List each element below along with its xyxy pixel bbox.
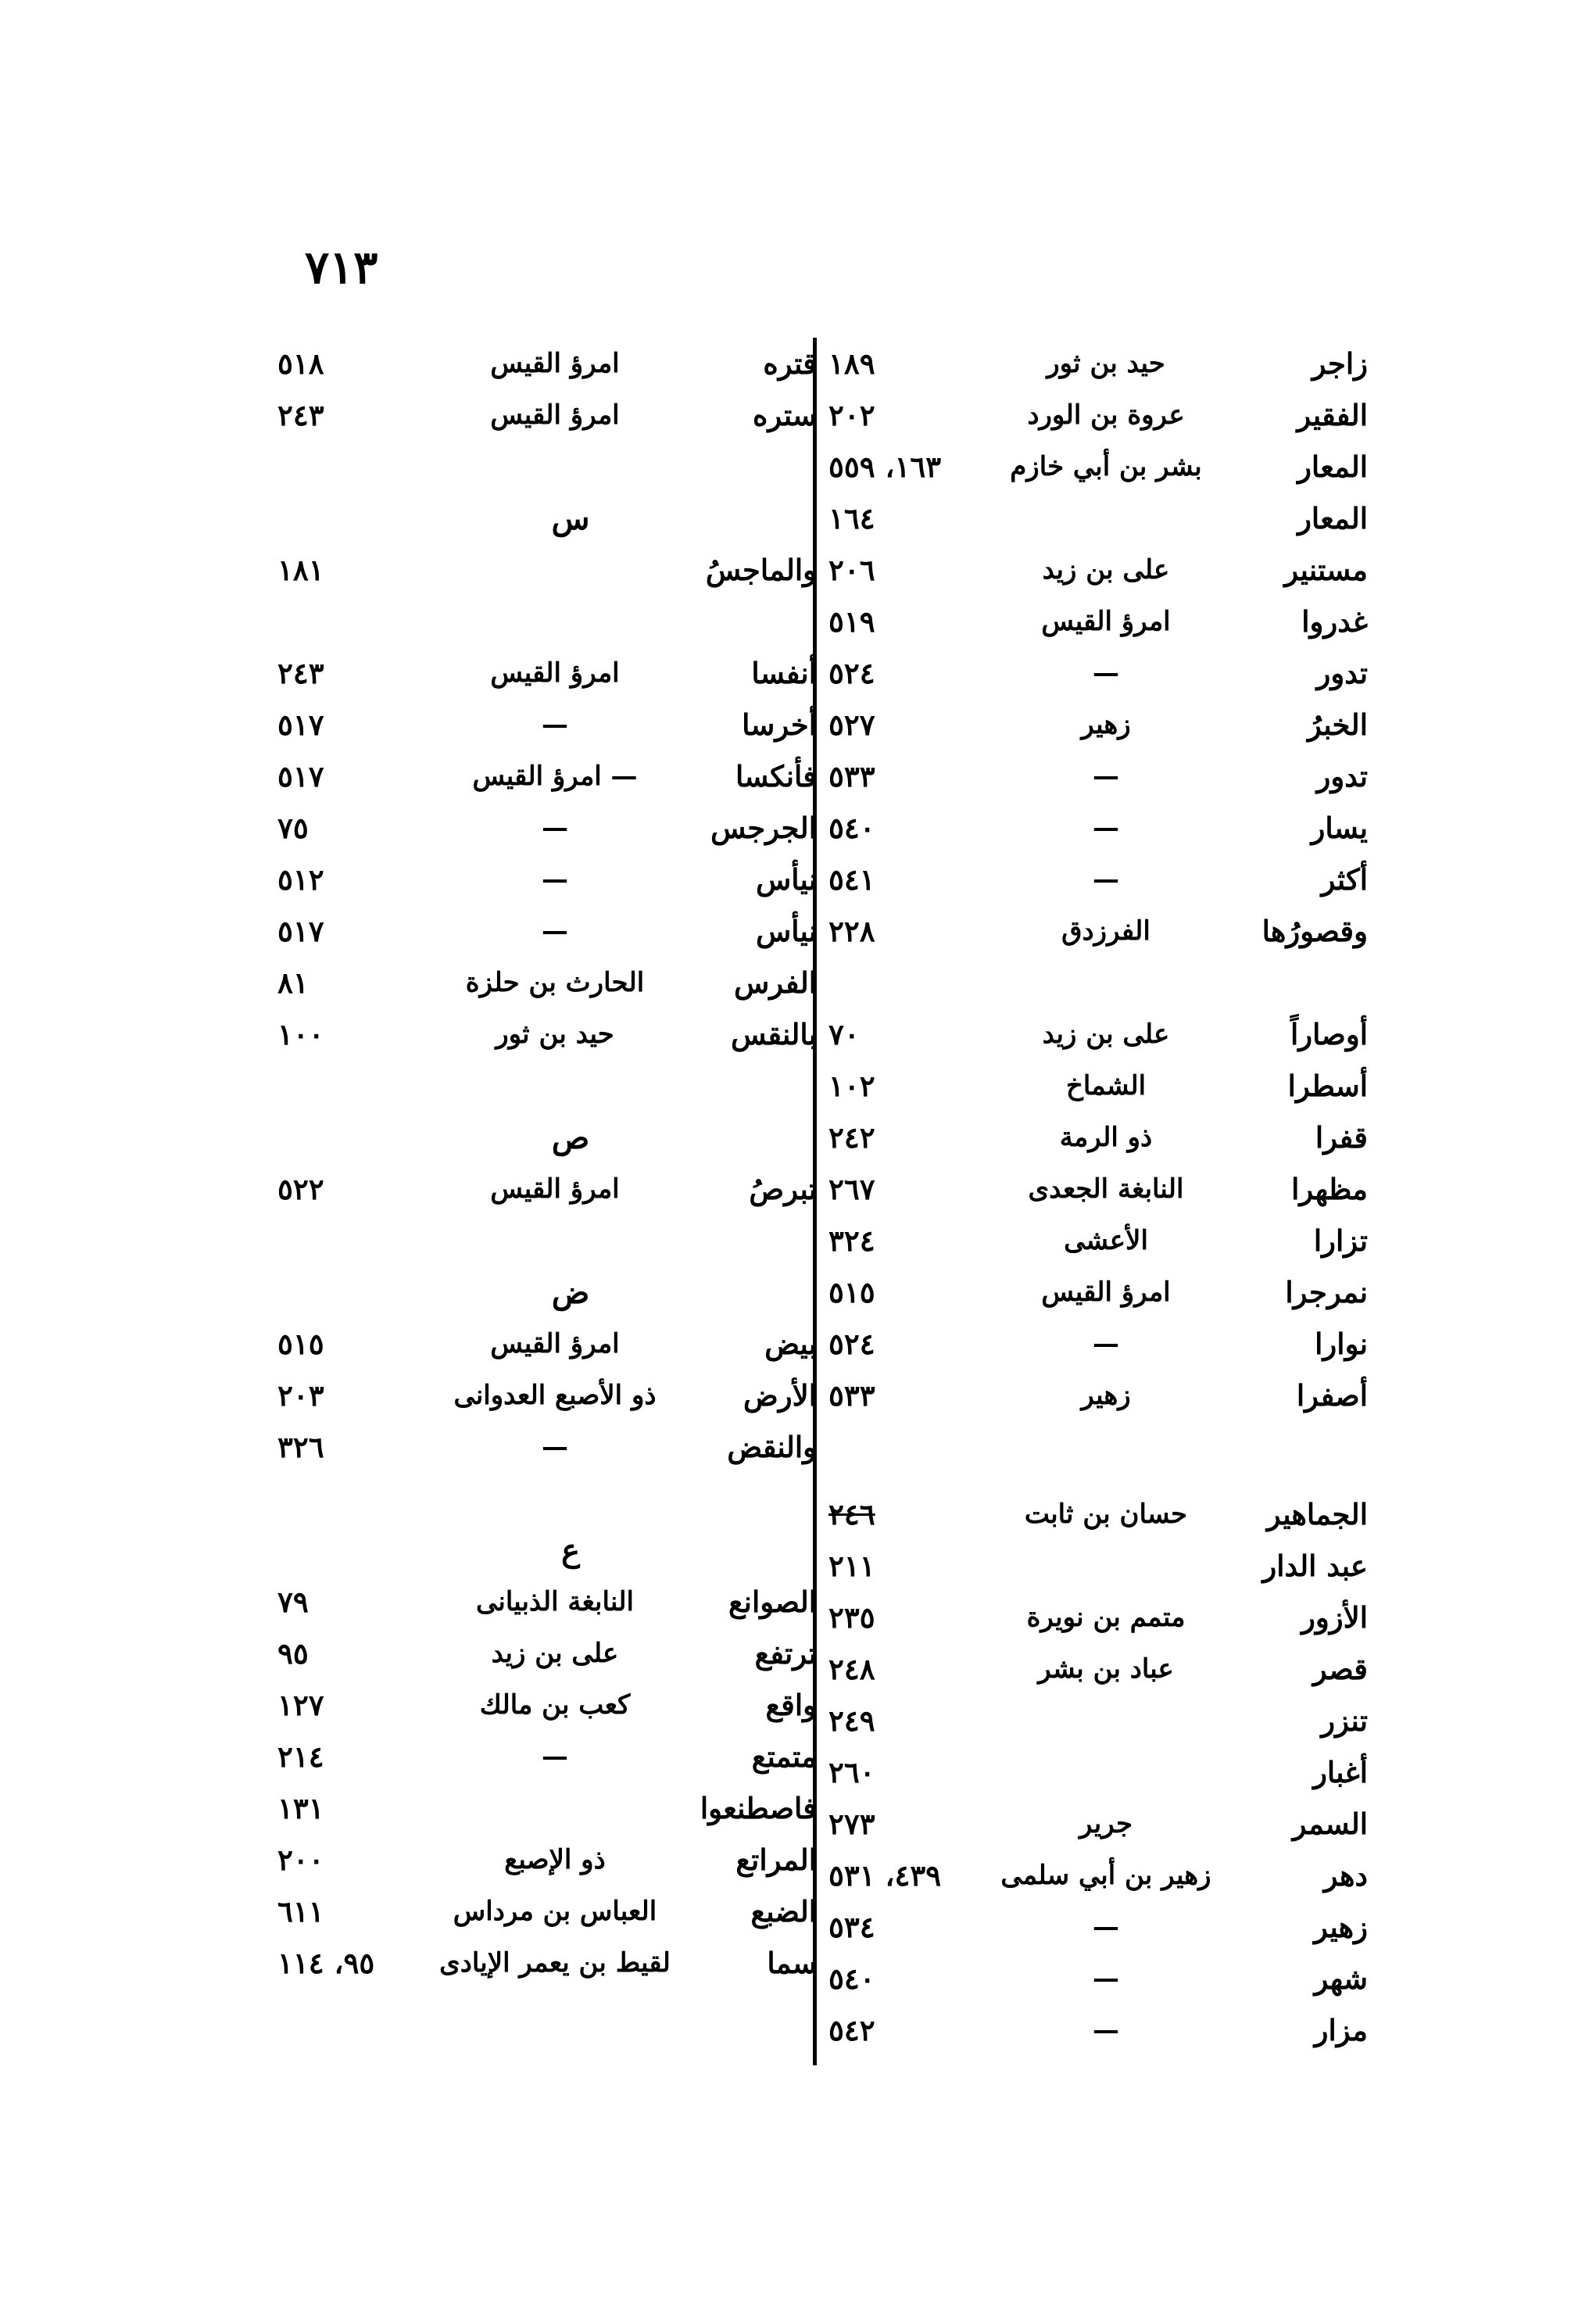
entry-word: وقصورُها <box>1261 914 1368 948</box>
index-entry <box>277 389 817 441</box>
entry-page: ١٦٤ <box>828 501 875 535</box>
index-entry <box>277 957 817 1008</box>
entry-word: والماجسُ <box>705 553 817 587</box>
entry-poet: العباس بن مرداس <box>453 1896 657 1927</box>
entry-word: أخرسا <box>742 707 817 742</box>
entry-poet: — <box>1093 761 1119 792</box>
entry-page: ٢٠٣ <box>277 1378 324 1413</box>
entry-poet: — <box>542 1741 568 1772</box>
entry-poet: امرؤ القيس <box>490 657 620 689</box>
entry-poet: امرؤ القيس <box>490 1173 620 1205</box>
entry-page: ٢٦٧ <box>828 1172 875 1206</box>
entry-page: ٥٢٢ <box>277 1172 324 1206</box>
entry-page: ٥٢٧ <box>828 707 875 742</box>
entry-poet: امرؤ القيس <box>490 1328 620 1359</box>
entry-page: ٥١٨ <box>277 346 324 381</box>
spacer <box>828 1473 1368 1488</box>
entry-page: ٢٠٢ <box>828 398 875 432</box>
entry-word: تبرصُ <box>749 1172 817 1206</box>
index-entry <box>828 854 1368 905</box>
entry-poet: لقيط بن يعمر الإيادى <box>439 1947 671 1979</box>
entry-poet: الفرزدق <box>1061 915 1150 947</box>
entry-poet: ذو الأصبع العدوانى <box>453 1380 657 1411</box>
entry-word: نمرجرا <box>1285 1275 1368 1309</box>
entry-page: ٥٤٠ <box>828 811 875 845</box>
spacer <box>277 1215 817 1266</box>
entry-word: قصر <box>1312 1652 1368 1686</box>
index-entry <box>828 1695 1368 1746</box>
entry-poet: امرؤ القيس <box>1041 1277 1171 1308</box>
entry-page: ٢٦٠ <box>828 1755 875 1789</box>
entry-poet: — <box>1093 812 1119 843</box>
entry-page: ٨١ <box>277 965 309 1000</box>
entry-page: ١٠٢ <box>828 1069 875 1103</box>
entry-page: ٥١٧ <box>277 759 324 793</box>
index-entry <box>828 1266 1368 1318</box>
entry-poet: — <box>1093 1328 1119 1359</box>
entry-word: فأنكسا <box>735 759 817 793</box>
entry-poet: جرير <box>1079 1808 1133 1839</box>
entry-page: ٥٢٤ <box>828 1327 875 1361</box>
entry-word: دهر <box>1323 1858 1368 1893</box>
index-entry <box>828 1901 1368 1953</box>
entry-page: ١٦٣، ٥٥٩ <box>828 449 942 484</box>
entry-page: ٥٤١ <box>828 862 875 897</box>
index-entry <box>828 389 1368 441</box>
entry-word: الجماهير <box>1266 1497 1368 1531</box>
index-entry <box>277 1318 817 1370</box>
entry-word: أوصاراً <box>1290 1017 1368 1051</box>
entry-word: أغبار <box>1313 1755 1368 1789</box>
entry-word: أصفرا <box>1296 1378 1368 1413</box>
entry-page: ٥٤٢ <box>828 2013 875 2047</box>
index-entry <box>277 1370 817 1421</box>
index-entry <box>828 441 1368 492</box>
index-entry <box>828 1215 1368 1266</box>
entry-poet: زهير <box>1081 1380 1131 1411</box>
entry-word: زاجر <box>1312 346 1368 381</box>
page-number: ٧١٣ <box>305 241 378 294</box>
entry-poet: عباد بن بشر <box>1038 1653 1174 1685</box>
entry-poet: الحارث بن حلزة <box>465 967 645 998</box>
index-entry <box>277 1834 817 1886</box>
entry-word: مزار <box>1314 2013 1368 2047</box>
entry-word: تزارا <box>1313 1223 1368 1258</box>
entry-word: الأزور <box>1301 1600 1368 1635</box>
entry-poet: النابغة الجعدى <box>1028 1173 1184 1205</box>
entry-page: ٢٤٣ <box>277 656 324 690</box>
index-entry <box>277 1163 817 1215</box>
entry-page: ٥٣٣ <box>828 759 875 793</box>
entry-page: ٩٥ <box>277 1636 309 1671</box>
entry-poet: — <box>542 709 568 740</box>
index-entry <box>277 1886 817 1937</box>
section-letter: ع <box>561 1531 580 1569</box>
entry-poet: الشماخ <box>1065 1070 1147 1101</box>
entry-poet: عروة بن الورد <box>1027 399 1185 431</box>
entry-poet: — <box>1093 657 1119 689</box>
entry-page: ٧٠ <box>828 1017 860 1051</box>
entry-page: ٥٣٣ <box>828 1378 875 1413</box>
entry-word: أنفسا <box>751 656 817 690</box>
entry-page: ٢٠٦ <box>828 553 875 587</box>
entry-poet: كعب بن مالك <box>479 1689 631 1721</box>
index-entry <box>277 1421 817 1473</box>
index-entry <box>277 750 817 802</box>
index-entry <box>828 699 1368 750</box>
entry-page: ٧٩ <box>277 1585 309 1619</box>
entry-word: نيأس <box>756 862 817 897</box>
entry-poet: متمم بن نويرة <box>1026 1602 1186 1633</box>
entry-word: الفقير <box>1297 398 1368 432</box>
entry-word: ستره <box>753 398 817 432</box>
entry-page: ٢٢٨ <box>828 914 875 948</box>
index-entry <box>828 1370 1368 1421</box>
entry-word: قتره <box>763 346 817 381</box>
entry-word: زهير <box>1314 1910 1368 1944</box>
index-entry <box>828 1746 1368 1798</box>
entry-poet: النابغة الذبيانى <box>476 1586 634 1617</box>
entry-word: الجرجس <box>710 811 817 845</box>
entry-page: ١٣١ <box>277 1791 324 1825</box>
entry-page: ٢٧٣ <box>828 1807 875 1841</box>
entry-page: ٥٣٤ <box>828 1910 875 1944</box>
entry-word: تنزر <box>1321 1703 1368 1738</box>
entry-poet: حيد بن ثور <box>1047 348 1165 379</box>
entry-poet: امرؤ القيس <box>490 348 620 379</box>
left-column <box>277 338 817 1989</box>
entry-word: بيض <box>764 1327 817 1361</box>
entry-word: مستنير <box>1284 553 1368 587</box>
entry-page: ٩٥، ١١٤ <box>277 1946 375 1980</box>
entry-page: ٢٤٨ <box>828 1652 875 1686</box>
entry-word: فاصطنعوا <box>700 1791 817 1825</box>
entry-word: المعار <box>1297 501 1368 535</box>
entry-page: ٢١٤ <box>277 1739 324 1774</box>
right-column <box>828 338 1368 2056</box>
index-entry <box>277 544 817 596</box>
entry-page: ١٨١ <box>277 553 324 587</box>
entry-page: ٣٢٤ <box>828 1223 875 1258</box>
entry-page: ٥٤٠ <box>828 1961 875 1996</box>
index-entry <box>277 854 817 905</box>
index-entry <box>277 1679 817 1731</box>
entry-word: المراتع <box>735 1843 817 1877</box>
entry-page: ٢١١ <box>828 1549 875 1583</box>
entry-word: مظهرا <box>1291 1172 1368 1206</box>
index-entry <box>277 338 817 389</box>
section-letter: س <box>551 500 590 537</box>
index-entry <box>828 1592 1368 1643</box>
entry-word: شهر <box>1314 1961 1368 1996</box>
spacer <box>277 1473 817 1524</box>
index-entry <box>277 905 817 957</box>
entry-page: ٥١٧ <box>277 914 324 948</box>
spacer <box>828 957 1368 1008</box>
entry-poet: — <box>542 1431 568 1463</box>
entry-poet: زهير <box>1081 709 1131 740</box>
entry-poet: — <box>542 812 568 843</box>
entry-page: ١٨٩ <box>828 346 875 381</box>
entry-page: ٥١٥ <box>277 1327 324 1361</box>
index-entry <box>828 492 1368 544</box>
index-entry <box>828 905 1368 957</box>
index-entry <box>828 1953 1368 2004</box>
index-entry <box>828 1060 1368 1112</box>
entry-poet: زهير بن أبي سلمى <box>1000 1860 1211 1891</box>
index-entry <box>828 1850 1368 1901</box>
entry-word: أسطرا <box>1287 1069 1368 1103</box>
entry-word: عبد الدار <box>1262 1549 1368 1583</box>
entry-page: ٥١٧ <box>277 707 324 742</box>
index-entry <box>828 1318 1368 1370</box>
entry-poet: حيد بن ثور <box>496 1019 614 1050</box>
entry-word: والنقض <box>727 1430 817 1464</box>
entry-word: يسار <box>1311 811 1368 845</box>
entry-word: المعار <box>1297 449 1368 484</box>
index-entry <box>277 1008 817 1060</box>
entry-page: ١٢٧ <box>277 1688 324 1722</box>
entry-word: تدور <box>1316 759 1368 793</box>
entry-poet: امرؤ القيس <box>1041 606 1171 637</box>
section-letter: ص <box>551 1119 590 1156</box>
entry-page: ٦١١ <box>277 1894 324 1929</box>
entry-poet: على بن زيد <box>1042 554 1170 586</box>
entry-poet: ذو الرمة <box>1059 1122 1153 1153</box>
index-entry <box>828 647 1368 699</box>
entry-poet: — <box>1093 2015 1119 2046</box>
entry-poet: — امرؤ القيس <box>472 761 638 792</box>
entry-poet: الأعشى <box>1064 1225 1148 1256</box>
entry-poet: بشر بن أبي خازم <box>1010 451 1202 482</box>
entry-word: نيأس <box>756 914 817 948</box>
index-entry <box>828 802 1368 854</box>
spacer <box>277 441 817 492</box>
entry-word: تدور <box>1316 656 1368 690</box>
index-entry <box>277 1731 817 1782</box>
entry-page: ٥١٢ <box>277 862 324 897</box>
index-entry <box>828 1540 1368 1592</box>
entry-page: ٥١٥ <box>828 1275 875 1309</box>
entry-page: ٢٤٣ <box>277 398 324 432</box>
index-entry <box>828 2004 1368 2056</box>
index-entry <box>828 1798 1368 1850</box>
entry-word: الضبع <box>750 1894 817 1929</box>
entry-word: سما <box>767 1946 817 1980</box>
spacer <box>277 1060 817 1112</box>
entry-word: قفرا <box>1315 1120 1368 1155</box>
entry-page: ٢٤٦ <box>828 1497 875 1531</box>
index-entry <box>277 802 817 854</box>
entry-page: ٢٠٠ <box>277 1843 324 1877</box>
entry-word: واقع <box>765 1688 817 1722</box>
entry-page: ٥١٩ <box>828 604 875 639</box>
index-entry <box>277 647 817 699</box>
entry-poet: — <box>1093 1911 1119 1943</box>
entry-word: بالنقس <box>731 1017 817 1051</box>
index-entry <box>277 1576 817 1628</box>
index-entry <box>277 1628 817 1679</box>
index-entry <box>828 596 1368 647</box>
entry-word: السمر <box>1292 1807 1368 1841</box>
entry-poet: — <box>1093 1963 1119 1994</box>
entry-page: ٧٥ <box>277 811 309 845</box>
entry-poet: حسان بن ثابت <box>1024 1499 1188 1530</box>
entry-word: الصوانع <box>728 1585 817 1619</box>
entry-word: غدروا <box>1301 604 1368 639</box>
index-entry <box>828 338 1368 389</box>
entry-word: أكثر <box>1321 862 1368 897</box>
index-entry <box>828 1008 1368 1060</box>
index-entry <box>277 699 817 750</box>
entry-poet: على بن زيد <box>1042 1019 1170 1050</box>
index-entry <box>277 1937 817 1989</box>
index-entry <box>828 1488 1368 1540</box>
entry-poet: امرؤ القيس <box>490 399 620 431</box>
entry-page: ٢٤٢ <box>828 1120 875 1155</box>
entry-word: الفرس <box>734 965 817 1000</box>
entry-poet: — <box>542 864 568 895</box>
entry-word: ترتفع <box>754 1636 817 1671</box>
index-entry <box>277 1782 817 1834</box>
index-entry <box>828 750 1368 802</box>
entry-page: ١٠٠ <box>277 1017 324 1051</box>
index-entry <box>828 1112 1368 1163</box>
entry-poet: — <box>542 915 568 947</box>
entry-word: الخبرُ <box>1307 707 1368 742</box>
entry-poet: على بن زيد <box>491 1638 619 1669</box>
section-letter: ض <box>551 1273 590 1311</box>
entry-page: ٣٢٦ <box>277 1430 324 1464</box>
entry-poet: — <box>1093 864 1119 895</box>
index-entry <box>828 1163 1368 1215</box>
entry-poet: ذو الإصبع <box>504 1844 606 1875</box>
entry-word: متمتع <box>751 1739 817 1774</box>
entry-page: ٢٤٩ <box>828 1703 875 1738</box>
index-entry <box>828 544 1368 596</box>
spacer <box>828 1421 1368 1473</box>
spacer <box>277 596 817 647</box>
entry-page: ٢٣٥ <box>828 1600 875 1635</box>
entry-word: نوارا <box>1315 1327 1368 1361</box>
entry-page: ٥٢٤ <box>828 656 875 690</box>
index-entry <box>828 1643 1368 1695</box>
entry-word: الأرض <box>743 1378 817 1413</box>
entry-page: ٤٣٩، ٥٣١ <box>828 1858 942 1893</box>
